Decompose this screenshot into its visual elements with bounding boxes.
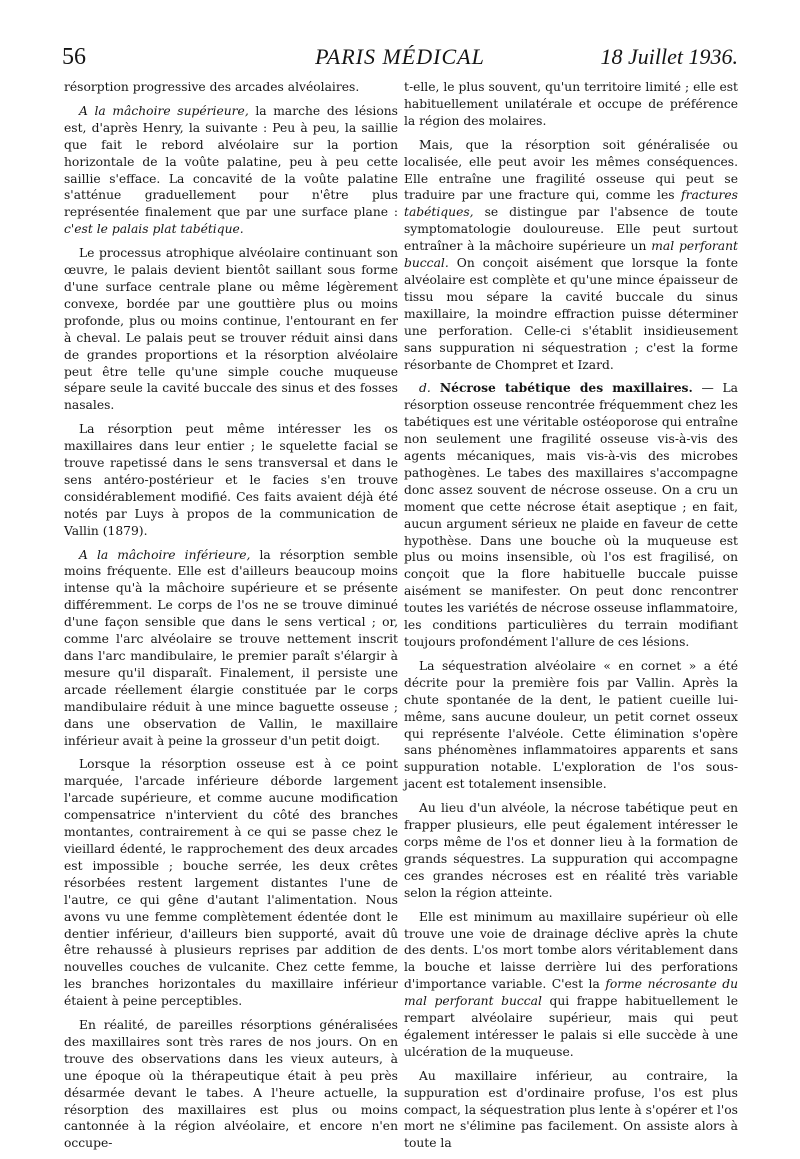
left-column (64, 79, 398, 1159)
paragraph (64, 103, 398, 238)
paragraph-text: la résorption semble moins fréquente. Elle est d'ailleurs beaucoup moins intense qu'à la mâchoire supérieure et se présente différemment. Le corps de l'os ne se trouve diminué d'une façon sensible que dans le sens vertical ; or, comme l'arc alvéolaire se trouve nettement inscrit dans l'arc mandibulaire, le premier paraît s'élargir à mesure qu'il disparaît. Finalement, il persiste une arcade réellement élargie constituée par le corps mandibulaire réduit à une mince baguette osseuse ; dans une observation de Vallin, le maxillaire inférieur avait à peine la grosseur d'un petit doigt. (64, 547, 398, 748)
paragraph-text: — La résorption osseuse rencontrée fréquemment chez les tabétiques est une véritable ostéoporose qui entraîne non seulement une fragilité osseuse vis-à-vis des agents mécaniques, mais vis-à-vis des microbes pathogènes. Le tabes des maxillaires s'accompagne donc assez souvent de nécrose osseuse. On a cru un moment que cette nécrose était aseptique ; en fait, aucun argument sérieux ne plaide en faveur de cette hypothèse. Dans une bouche où la muqueuse est plus ou moins insensible, où l'os est fragilisé, on conçoit que la flore habituelle buccale puisse aisément se manifester. On peut donc rencontrer toutes les variétés de nécrose osseuse inflammatoire, les conditions particulières du terrain modifiant toujours profondément l'allure de ces lésions. (404, 381, 738, 649)
paragraph: t-elle, le plus souvent, qu'un territoire limité ; elle est habituellement unilatérale et occupe de préférence la région des molaires. (404, 80, 738, 128)
paragraph (404, 909, 738, 1061)
italic-term: c'est le palais plat tabétique. (64, 222, 244, 237)
page-header (62, 44, 738, 74)
section-heading: Nécrose tabétique des maxillaires. (430, 380, 693, 396)
subsection-lead: A la mâchoire supérieure, (79, 103, 249, 118)
paragraph-text: On conçoit aisément que lorsque la fonte alvéolaire est complète et qu'une mince épaisseur de tissu mou sépare la cavité buccale du sinus maxillaire, la moindre effraction puisse déterminer une perforation. Celle-ci s'établit insidieusement sans suppuration ni séquestration ; c'est la forme résorbante de Chompret et Izard. (404, 256, 738, 372)
paragraph (404, 137, 738, 374)
issue-date: 18 Juillet 1936. (600, 44, 738, 69)
paragraph-text: la marche des lésions est, d'après Henry, la suivante : Peu à peu, la saillie que fait le rebord alvéolaire sur la portion horizontale de la voûte palatine, peu à peu cette saillie s'efface. La concavité de la voûte palatine s'atténue graduellement pour n'être plus représentée finalement que par une surface plane : (64, 103, 398, 220)
paragraph: Au maxillaire inférieur, au contraire, la suppuration est d'ordinaire profuse, l'os est plus compact, la séquestration plus lente à s'opérer et l'os mort ne s'élimine pas facilement. On assiste alors à toute la (404, 1068, 738, 1151)
paragraph: La séquestration alvéolaire « en cornet » a été décrite pour la première fois par Vallin. Après la chute spontanée de la dent, le patient cueille lui-même, sans aucune douleur, un petit cornet osseux qui représente l'alvéole. Cette élimination s'opère sans phénomènes inflammatoires apparents et sans suppuration notable. L'exploration de l'os sous-jacent est totalement insensible. (404, 658, 738, 792)
paragraph-text: Mais, que la résorption soit généralisée ou localisée, elle peut avoir les mêmes conséquences. Elle entraîne une fragilité osseuse qui peut se traduire par une fracture qui, comme les (404, 137, 738, 203)
paragraph: Le processus atrophique alvéolaire continuant son œuvre, le palais devient bientôt saillant sous forme d'une surface centrale plane ou même légèrement convexe, bordée par une gouttière plus ou moins profonde, plus ou moins continue, l'entourant en fer à cheval. Le palais peut se trouver réduit ainsi dans de grandes proportions et la résorption alvéolaire peut être telle qu'une simple couche muqueuse sépare seule la cavité buccale des sinus et des fosses nasales. (64, 246, 398, 413)
paragraph-text: se distingue par l'absence de toute symptomatologie douloureuse. Elle peut surtout entraîner à la mâchoire supérieure un (404, 205, 738, 254)
section-letter: d. (419, 381, 431, 396)
italic-term: fractures tabétiques, (404, 188, 738, 220)
journal-title: PARIS MÉDICAL (315, 44, 485, 69)
paragraph-text: Elle est minimum au maxillaire supérieur où elle trouve une voie de drainage déclive après la chute des dents. L'os mort tombe alors véritablement dans la bouche et laisse derrière lui des perforations d'importance variable. C'est la (404, 909, 738, 992)
paragraph: En réalité, de pareilles résorptions généralisées des maxillaires sont très rares de nos jours. On en trouve des observations dans les vieux auteurs, à une époque où la thérapeutique était à peu près désarmée devant le tabes. A l'heure actuelle, la résorption des maxillaires est plus ou moins cantonnée à la région alvéolaire, et encore n'en occupe- (64, 1018, 398, 1151)
paragraph (64, 547, 398, 750)
italic-term: forme nécrosante du mal perforant buccal (404, 977, 738, 1009)
italic-term: mal perforant buccal. (404, 239, 738, 271)
page-number: 56 (62, 44, 86, 70)
paragraph: La résorption peut même intéresser les os maxillaires dans leur entier ; le squelette facial se trouve rapetissé dans le sens transversal et dans le sens antéro-postérieur et le facies s'en trouve considérablement modifié. Ces faits avaient déjà été notés par Luys à propos de la communication de Vallin (1879). (64, 422, 398, 538)
subsection-lead: A la mâchoire inférieure, (79, 547, 251, 562)
paragraph: Au lieu d'un alvéole, la nécrose tabétique peut en frapper plusieurs, elle peut également intéresser le corps même de l'os et donner lieu à la formation de grands séquestres. La suppuration qui accompagne ces grandes nécroses est en réalité très variable selon la région atteinte. (404, 801, 738, 900)
right-column (404, 79, 738, 1159)
paragraph: Lorsque la résorption osseuse est à ce point marquée, l'arcade inférieure déborde largement l'arcade supérieure, et comme aucune modification compensatrice n'intervient du côté des branches montantes, contrairement à ce qui se passe chez le vieillard édenté, le rapprochement des deux arcades est impossible ; bouche serrée, les deux crêtes résorbées restent largement distantes l'une de l'autre, ce qui gêne d'autant l'alimentation. Nous avons vu une femme complètement édentée dont le dentier inférieur, d'ailleurs bien supporté, avait dû être rehaussé à plusieurs reprises par addition de nouvelles couches de vulcanite. Chez cette femme, les branches horizontales du maxillaire inférieur étaient à peine perceptibles. (64, 757, 398, 1009)
paragraph-text: qui frappe habituellement le rempart alvéolaire supérieur, mais qui peut également intéresser le palais si elle succède à une ulcération de la muqueuse. (404, 994, 738, 1059)
paragraph (404, 380, 738, 651)
paragraph: résorption progressive des arcades alvéolaires. (64, 80, 360, 94)
